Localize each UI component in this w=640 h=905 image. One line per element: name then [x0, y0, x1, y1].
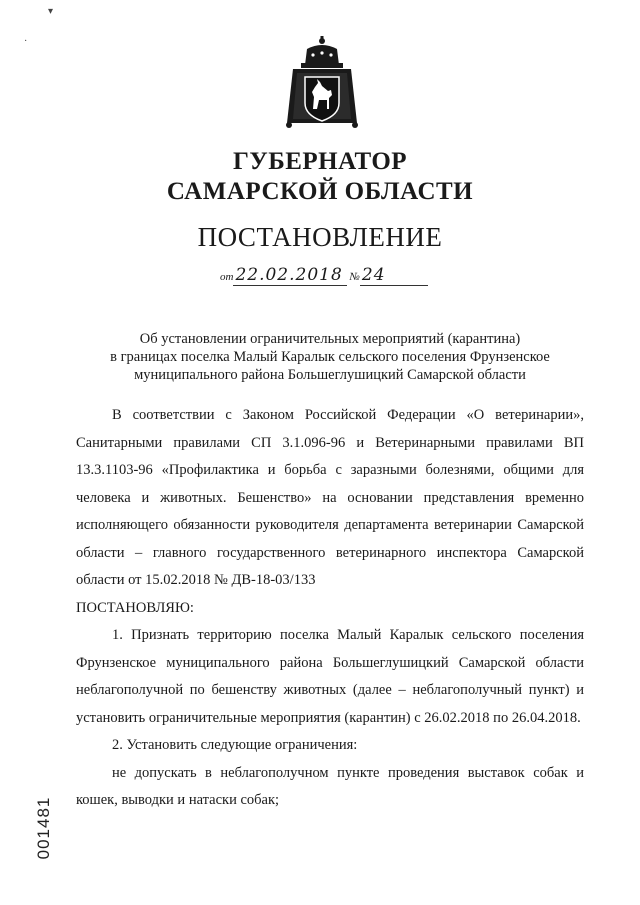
resolve-heading: ПОСТАНОВЛЯЮ:: [76, 599, 194, 616]
handwritten-number: 24: [360, 265, 428, 286]
date-label: от: [220, 271, 234, 283]
item-1-paragraph: 1. Признать территорию поселка Малый Каралык сельского поселения Фрунзенское муниципального района Большеглушицкий Самарской области неблагополучной по бешенству животных (далее – неблагополучный пункт) и установить ограничительные мероприятия (карантин) с 26.02.2018 по 26.04.2018.: [76, 627, 584, 726]
item-2-paragraph: 2. Установить следующие ограничения:: [112, 737, 358, 753]
subject-line: в границах поселка Малый Каралык сельского поселения Фрунзенское: [110, 349, 550, 365]
scan-mark: ▾: [48, 6, 54, 17]
subject-line: муниципального района Большеглушицкий Самарской области: [134, 367, 526, 383]
preamble-paragraph: В соответствии с Законом Российской Федерации «О ветеринарии», Санитарными правилами СП 3.1.096-96 и Ветеринарными правилами ВП 13.3.1103-96 «Профилактика и борьба с заразными болезнями, общими для человека и животных. Бешенство» на основании представления временно исполняющего обязанности руководителя департамента ветеринарии Самарской области – главного государственного ветеринарного инспектора Самарской области от 15.02.2018 № ДВ-18-03/133: [76, 407, 584, 588]
subject-line: Об установлении ограничительных мероприятий (карантина): [139, 331, 521, 347]
document-body: [76, 402, 584, 815]
scan-mark: ·: [24, 36, 28, 47]
stamp-number: 001481: [34, 796, 53, 860]
coat-of-arms-emblem: [283, 35, 361, 130]
issuer-title-line1: ГУБЕРНАТОР: [232, 148, 408, 175]
issuer-title-line2: САМАРСКОЙ ОБЛАСТИ: [166, 178, 474, 205]
item-2-text-paragraph: не допускать в неблагополучном пункте проведения выставок собак и кошек, выводки и натаски собак;: [76, 764, 584, 808]
document-subject: [80, 330, 580, 384]
date-number-line: [220, 265, 460, 286]
registration-stamp: [32, 790, 54, 870]
number-label: №: [349, 271, 360, 283]
document-type: ПОСТАНОВЛЕНИЕ: [197, 222, 443, 252]
handwritten-date: 22.02.2018: [233, 265, 346, 286]
